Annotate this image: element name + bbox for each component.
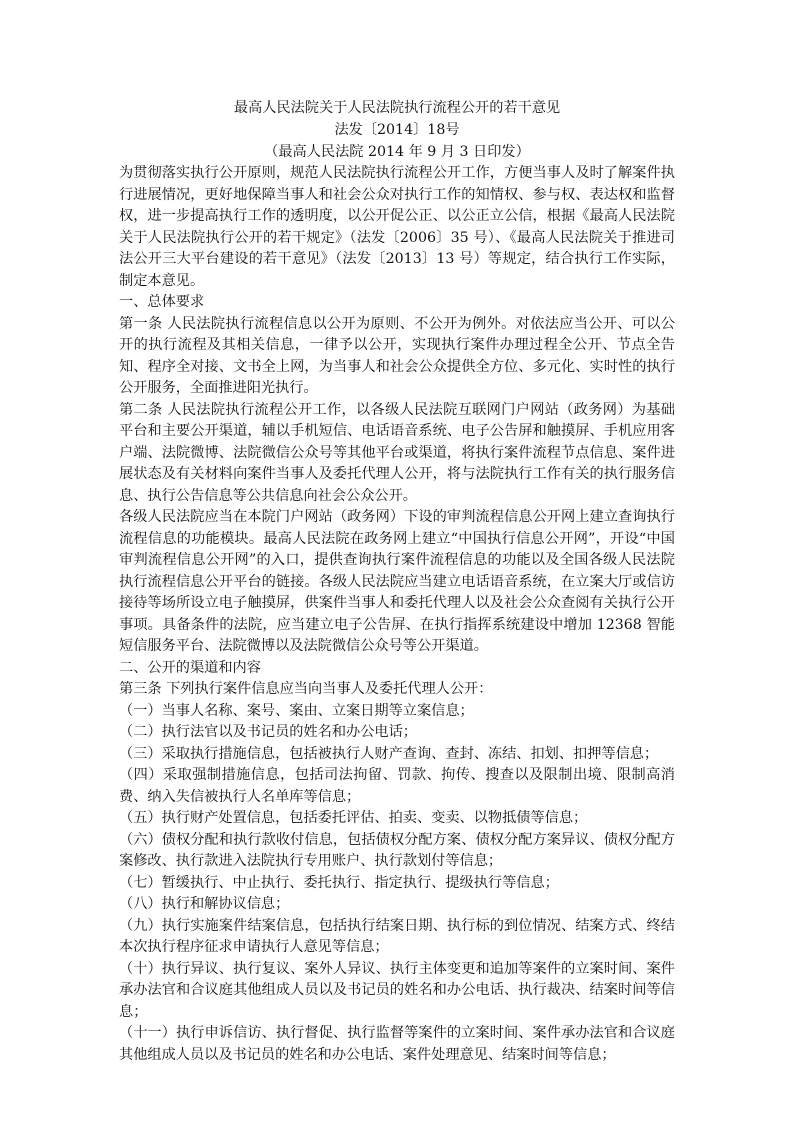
section-2-heading: 二、公开的渠道和内容 [119,659,261,676]
list-item: （二）执行法官以及书记员的姓名和办公电话； [119,724,417,740]
list-item: （六）债权分配和执行款收付信息，包括债权分配方案、债权分配方案异议、债权分配方案修改、执行款进入法院执行专用账户、执行款划付等信息； [119,831,675,869]
list-item: （九）执行实施案件结案信息，包括执行结案日期、执行标的到位情况、结案方式、终结本次执行程序征求申请执行人意见等信息； [119,917,675,955]
list-item: （十）执行异议、执行复议、案外人异议、执行主体变更和追加等案件的立案时间、案件承办法官和合议庭其他组成人员以及书记员的姓名和办公电话、执行裁决、结案时间等信息； [119,960,675,1020]
article-1: 第一条 人民法院执行流程信息以公开为原则、不公开为例外。对依法应当公开、可以公开的执行流程及其相关信息，一律予以公开，实现执行案件办理过程全公开、节点全告知、程序全对接、文书全上网，为当事人和社会公众提供全方位、多元化、实时性的执行公开服务，全面推进阳光执行。 [119,315,675,396]
article-3: 第三条 下列执行案件信息应当向当事人及委托代理人公开： [119,681,493,697]
document-number: 法发〔2014〕18号 [334,122,460,138]
list-item: （七）暂缓执行、中止执行、委托执行、指定执行、提级执行等信息； [119,874,559,891]
list-item: （五）执行财产处置信息，包括委托评估、拍卖、变卖、以物抵债等信息； [119,810,588,826]
article-2: 第二条 人民法院执行流程公开工作，以各级人民法院互联网门户网站（政务网）为基础平台和主要公开渠道，辅以手机短信、电话语音系统、电子公告屏和触摸屏、手机应用客户端、法院微博、法院微信公众号等其他平台或渠道，将执行案件流程节点信息、案件进展状态及有关材料向案件当事人及委托代理人公开，将与法院执行工作有关的执行服务信息、执行公告信息等公共信息向社会公众公开。 [119,401,675,504]
list-item: （三）采取执行措施信息，包括被执行人财产查询、查封、冻结、扣划、扣押等信息； [119,745,659,762]
document-title: 最高人民法院关于人民法院执行流程公开的若干意见 [233,100,561,116]
list-item: （八）执行和解协议信息； [119,896,290,912]
document-page [119,97,675,1066]
list-item: （十一）执行申诉信访、执行督促、执行监督等案件的立案时间、案件承办法官和合议庭其他组成人员以及书记员的姓名和办公电话、案件处理意见、结案时间等信息； [119,1025,675,1063]
list-item: （一）当事人名称、案号、案由、立案日期等立案信息； [119,702,474,719]
list-item: （四）采取强制措施信息，包括司法拘留、罚款、拘传、搜查以及限制出境、限制高消费、纳入失信被执行人名单库等信息； [119,767,675,805]
article-2-continued: 各级人民法院应当在本院门户网站（政务网）下设的审判流程信息公开网上建立查询执行流程信息的功能模块。最高人民法院在政务网上建立“中国执行信息公开网”，开设“中国审判流程信息公开网”的入口，提供查询执行案件流程信息的功能以及全国各级人民法院执行流程信息公开平台的链接。各级人民法院应当建立电话语音系统，在立案大厅或信访接待等场所设立电子触摸屏，供案件当事人和委托代理人以及社会公众查阅有关执行公开事项。具备条件的法院，应当建立电子公告屏、在执行指挥系统建设中增加 12368 智能短信服务平台、法院微博以及法院微信公众号等公开渠道。 [119,509,675,654]
section-1-heading: 一、总体要求 [119,294,205,310]
preamble: 为贯彻落实执行公开原则，规范人民法院执行流程公开工作，方便当事人及时了解案件执行进展情况，更好地保障当事人和社会公众对执行工作的知情权、参与权、表达权和监督权，进一步提高执行工作的透明度，以公开促公正、以公正立公信，根据《最高人民法院关于人民法院执行公开的若干规定》（法发〔2006〕35 号）、《最高人民法院关于推进司法公开三大平台建设的若干意见》（法发〔2013〕13 号）等规定，结合执行工作实际，制定本意见。 [119,165,675,289]
issue-date: （最高人民法院 2014 年 9 月 3 日印发） [264,144,530,160]
